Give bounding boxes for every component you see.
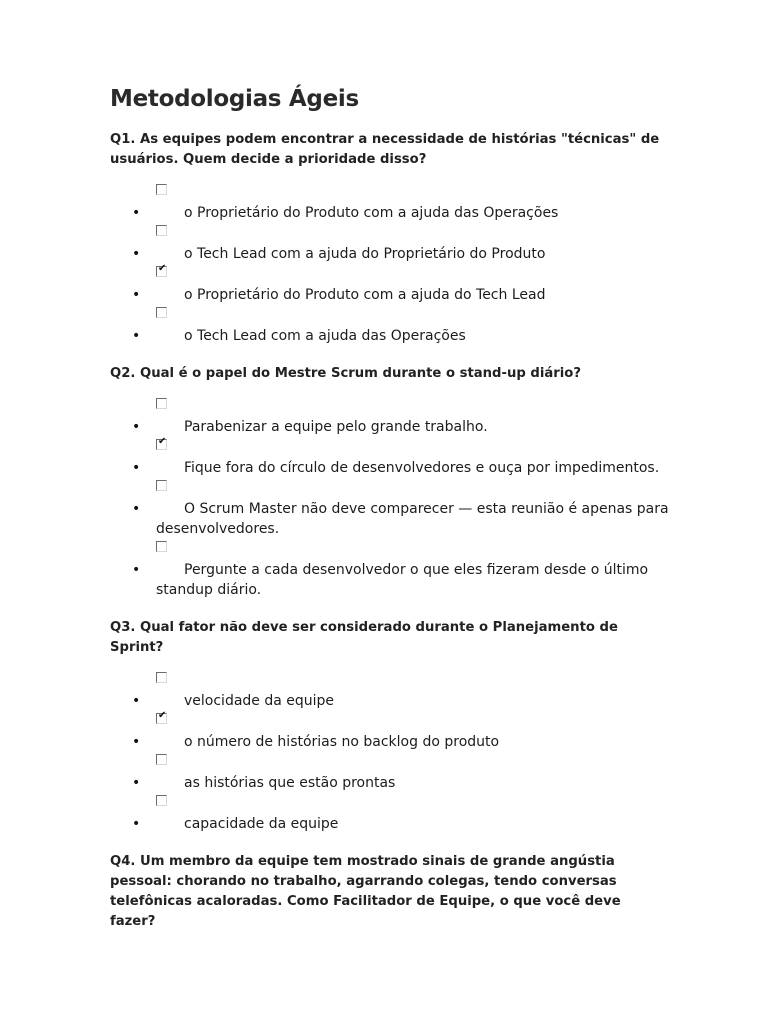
- question-text: Q4. Um membro da equipe tem mostrado sinais de grande angústia pessoal: chorando no trabalho, agarrando colegas, tendo conversas telefônicas acaloradas. Como Facilitador de Equipe, o que você deve fazer?: [110, 854, 621, 929]
- answer-option: [110, 223, 670, 264]
- bullet-icon: •: [132, 816, 141, 832]
- option-label: capacidade da equipe: [184, 816, 339, 832]
- options-list: [110, 182, 670, 346]
- checkmark-icon: ✔: [158, 710, 167, 721]
- checkbox-icon[interactable]: [156, 398, 167, 409]
- option-label: Parabenizar a equipe pelo grande trabalho.: [184, 419, 488, 435]
- bullet-icon: •: [132, 460, 141, 476]
- checkbox-icon[interactable]: [156, 307, 167, 318]
- question-block-q3: [110, 618, 670, 834]
- checkbox-icon[interactable]: [156, 225, 167, 236]
- option-label: as histórias que estão prontas: [184, 775, 396, 791]
- option-label: o Tech Lead com a ajuda das Operações: [184, 328, 466, 344]
- option-label: o Proprietário do Produto com a ajuda do Tech Lead: [184, 287, 546, 303]
- bullet-icon: •: [132, 205, 141, 221]
- checkbox-icon[interactable]: [156, 710, 167, 724]
- bullet-icon: •: [132, 419, 141, 435]
- checkmark-icon: ✔: [158, 436, 167, 447]
- answer-option: [110, 396, 670, 437]
- checkbox-icon[interactable]: [156, 436, 167, 450]
- checkbox-icon[interactable]: [156, 263, 167, 277]
- option-label: Fique fora do círculo de desenvolvedores e ouça por impedimentos.: [184, 460, 660, 476]
- question-text: Q3. Qual fator não deve ser considerado durante o Planejamento de Sprint?: [110, 620, 618, 655]
- option-label: Pergunte a cada desenvolvedor o que eles fizeram desde o último standup diário.: [156, 562, 649, 598]
- bullet-icon: •: [132, 501, 141, 517]
- bullet-icon: •: [132, 734, 141, 750]
- checkbox-icon[interactable]: [156, 541, 167, 552]
- question-block-q4: [110, 852, 670, 932]
- answer-option: [110, 264, 670, 305]
- question-text: Q2. Qual é o papel do Mestre Scrum durante o stand-up diário?: [110, 366, 581, 381]
- option-label: o Tech Lead com a ajuda do Proprietário do Produto: [184, 246, 546, 262]
- options-list: [110, 670, 670, 834]
- bullet-icon: •: [132, 693, 141, 709]
- answer-option: [110, 539, 670, 600]
- option-label: O Scrum Master não deve comparecer — esta reunião é apenas para desenvolvedores.: [156, 501, 669, 537]
- answer-option: [110, 711, 670, 752]
- question-text: Q1. As equipes podem encontrar a necessidade de histórias "técnicas" de usuários. Quem decide a prioridade disso?: [110, 132, 660, 167]
- options-list: [110, 396, 670, 600]
- checkmark-icon: ✔: [158, 263, 167, 274]
- answer-option: [110, 752, 670, 793]
- bullet-icon: •: [132, 287, 141, 303]
- option-label: velocidade da equipe: [184, 693, 335, 709]
- checkbox-icon[interactable]: [156, 184, 167, 195]
- answer-option: [110, 437, 670, 478]
- checkbox-icon[interactable]: [156, 480, 167, 491]
- option-label: o número de histórias no backlog do produto: [184, 734, 500, 750]
- checkbox-icon[interactable]: [156, 672, 167, 683]
- checkbox-icon[interactable]: [156, 754, 167, 765]
- bullet-icon: •: [132, 562, 141, 578]
- bullet-icon: •: [132, 775, 141, 791]
- answer-option: [110, 670, 670, 711]
- question-block-q2: [110, 364, 670, 600]
- answer-option: [110, 478, 670, 539]
- answer-option: [110, 182, 670, 223]
- bullet-icon: •: [132, 328, 141, 344]
- answer-option: [110, 793, 670, 834]
- question-block-q1: [110, 130, 670, 346]
- checkbox-icon[interactable]: [156, 795, 167, 806]
- option-label: o Proprietário do Produto com a ajuda das Operações: [184, 205, 559, 221]
- bullet-icon: •: [132, 246, 141, 262]
- page-title: Metodologias Ágeis: [110, 86, 359, 112]
- answer-option: [110, 305, 670, 346]
- document-page: [110, 86, 670, 932]
